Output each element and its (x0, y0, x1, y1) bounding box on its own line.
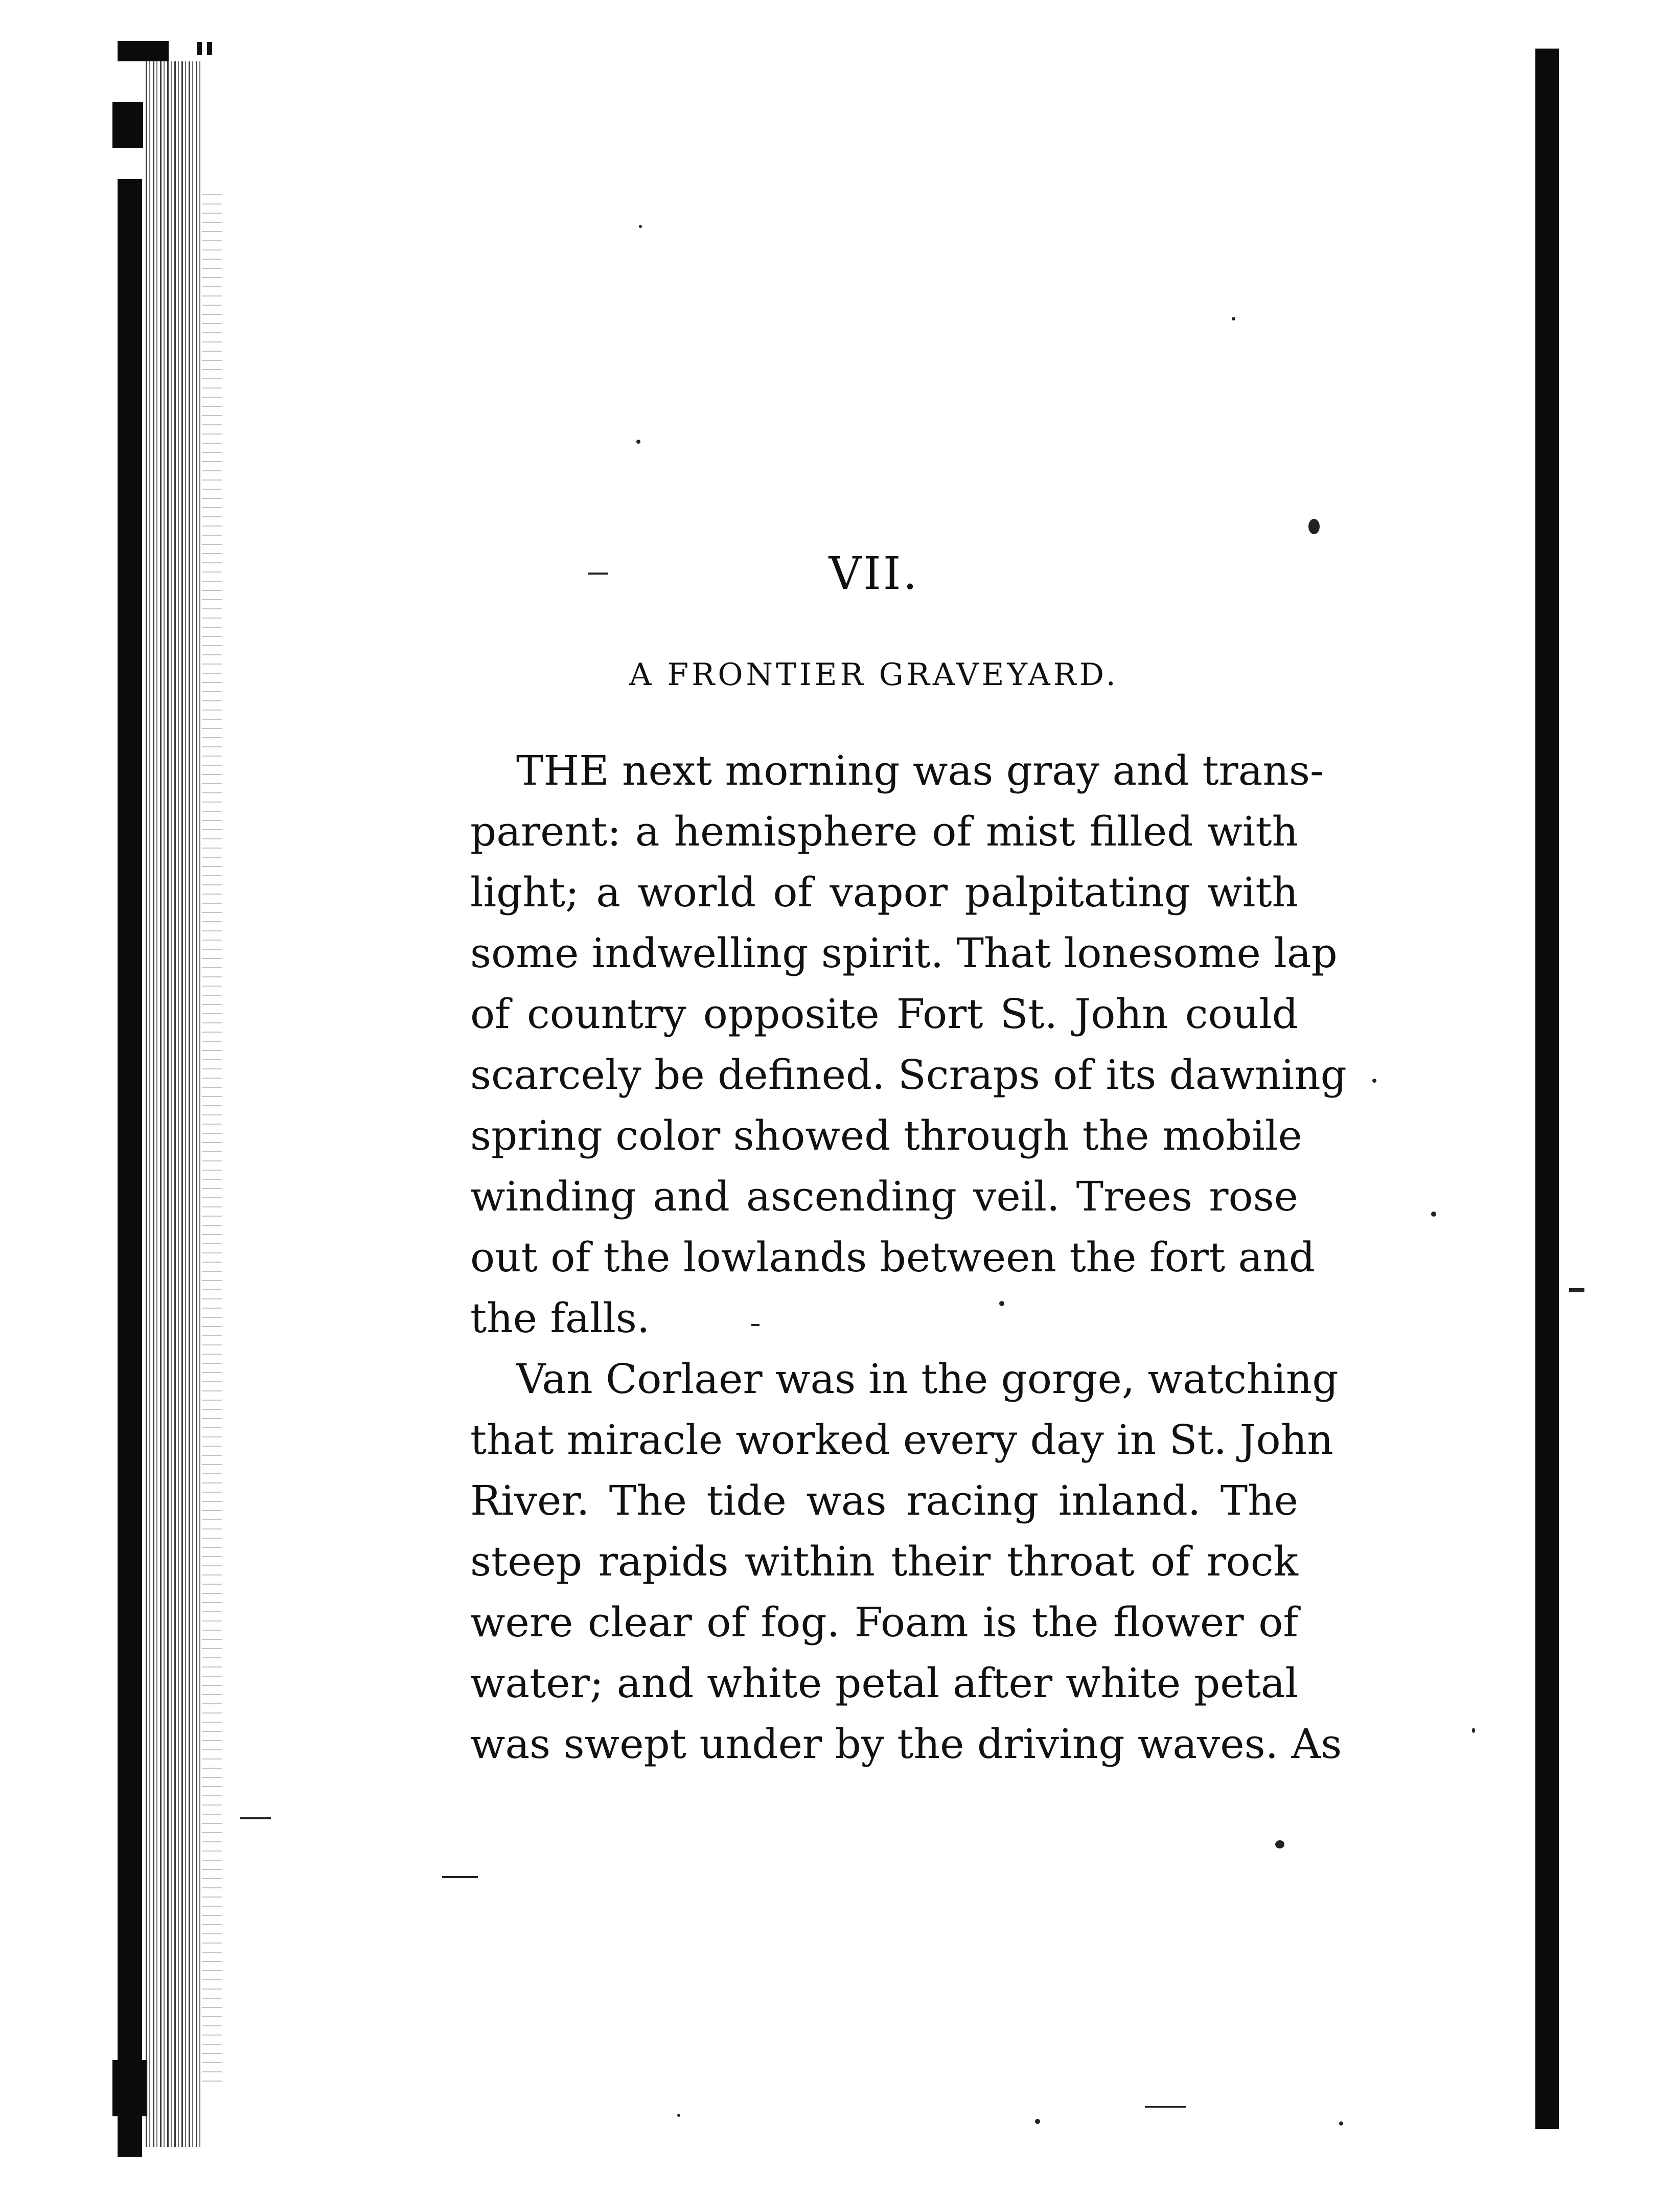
dust-speck (1472, 1728, 1475, 1733)
chapter-number: VII. (829, 547, 919, 600)
dust-speck (1035, 2119, 1040, 2124)
gutter-scan-lines (202, 194, 222, 2086)
dust-speck (1372, 1079, 1376, 1083)
text-line: spring color showed through the mobile (470, 1112, 1302, 1159)
dust-speck (1308, 519, 1320, 534)
dust-speck (1339, 2121, 1343, 2126)
ink-dash (1145, 2106, 1186, 2108)
dust-speck (1431, 1212, 1436, 1217)
dust-speck (1232, 317, 1235, 321)
gutter-bar (118, 41, 169, 61)
paragraph (470, 740, 1347, 1349)
ink-dash (588, 573, 608, 575)
text-line: Van Corlaer was in the gorge, watching (516, 1355, 1339, 1403)
text-line: light; a world of vapor palpitating with (470, 869, 1298, 916)
paragraph (470, 1349, 1342, 1774)
dust-speck (639, 225, 642, 228)
gutter-scan-lines (146, 61, 202, 2147)
text-line: parent: a hemisphere of mist filled with (470, 808, 1298, 855)
scan-mark (197, 42, 217, 55)
text-line: of country opposite Fort St. John could (470, 990, 1298, 1038)
gutter-bar (112, 102, 143, 148)
text-line: steep rapids within their throat of rock (470, 1538, 1298, 1585)
text-line: was swept under by the driving waves. As (470, 1720, 1342, 1768)
body-text (470, 740, 1347, 1774)
text-line: were clear of fog. Foam is the flower of (470, 1598, 1298, 1646)
text-line: water; and white petal after white petal (470, 1659, 1298, 1707)
binding-gutter (118, 41, 204, 2137)
text-line: scarcely be defined. Scraps of its dawning (470, 1051, 1347, 1099)
gutter-bar (112, 2060, 148, 2116)
dust-speck (1275, 1840, 1284, 1848)
right-edge-bar (1535, 49, 1559, 2129)
chapter-title: A FRONTIER GRAVEYARD. (629, 657, 1119, 693)
text-line: the falls. (470, 1294, 650, 1342)
text-line: THE next morning was gray and trans- (516, 747, 1324, 794)
text-line: River. The tide was racing inland. The (470, 1477, 1298, 1524)
ink-dash (240, 1817, 271, 1819)
text-line: that miracle worked every day in St. John (470, 1416, 1333, 1464)
ink-dash (1569, 1288, 1584, 1292)
text-line: some indwelling spirit. That lonesome lap (470, 929, 1338, 977)
gutter-bar (118, 179, 142, 2157)
text-line: out of the lowlands between the fort and (470, 1233, 1315, 1281)
dust-speck (677, 2114, 680, 2117)
dust-speck (636, 440, 640, 444)
ink-dash (442, 1876, 478, 1878)
text-line: winding and ascending veil. Trees rose (470, 1173, 1298, 1220)
